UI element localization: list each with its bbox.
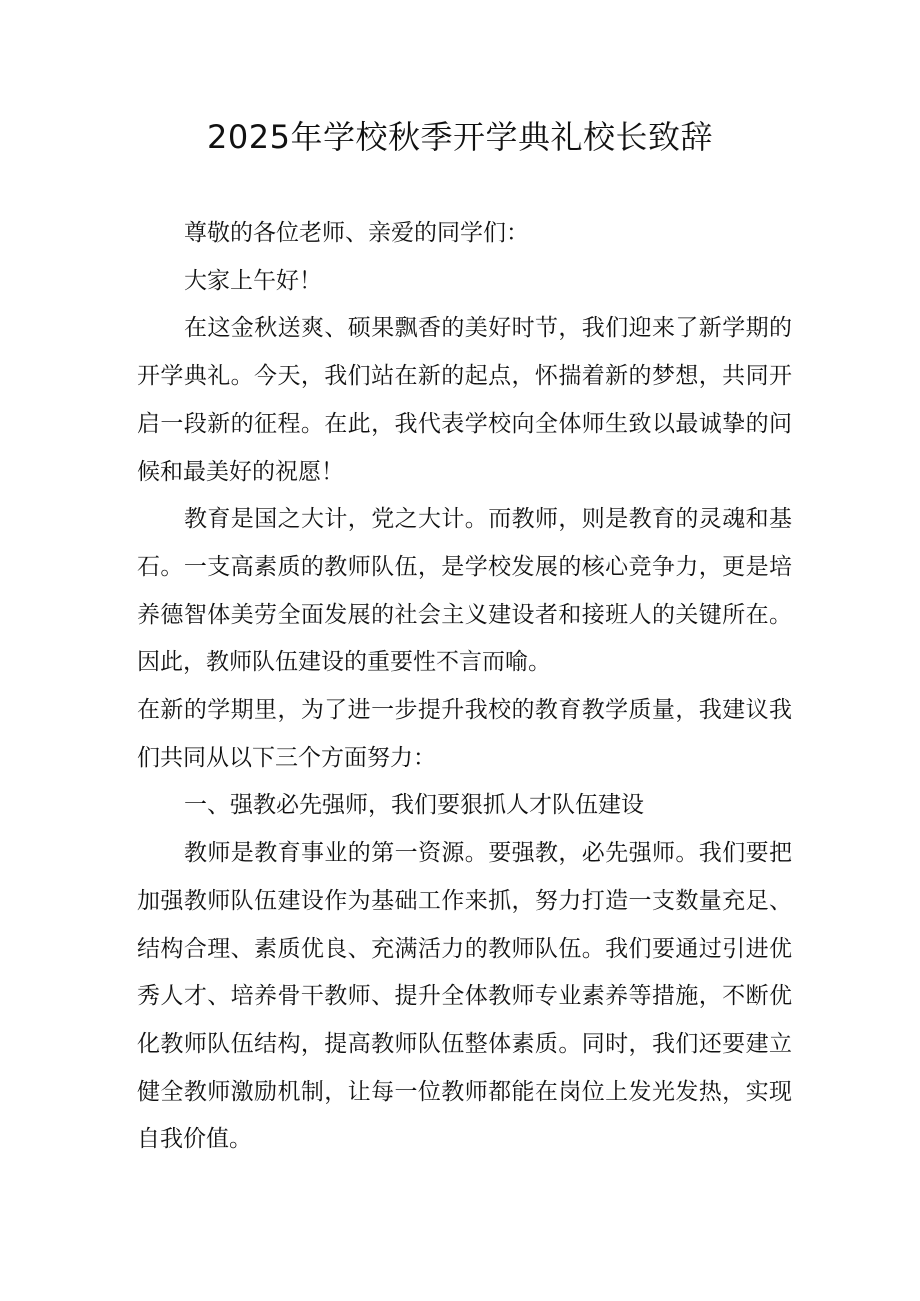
paragraph-new-semester: 在新的学期里，为了进一步提升我校的教育教学质量，我建议我们共同从以下三个方面努力：: [137, 697, 792, 771]
document-body: [137, 210, 792, 1164]
paragraph-opening: 在这金秋送爽、硕果飘香的美好时节，我们迎来了新学期的开学典礼。今天，我们站在新的起点，怀揣着新的梦想，共同开启一段新的征程。在此，我代表学校向全体师生致以最诚挚的问候和最美好的祝愿！: [137, 315, 792, 485]
greeting: 大家上午好！: [184, 267, 322, 294]
section-heading-1: 一、强教必先强师，我们要狠抓人才队伍建设: [184, 792, 644, 819]
salutation: 尊敬的各位老师、亲爱的同学们：: [184, 220, 529, 246]
document-title: 2025年学校秋季开学典礼校长致辞: [207, 118, 713, 156]
paragraph-teachers-importance: 教育是国之大计，党之大计。而教师，则是教育的灵魂和基石。一支高素质的教师队伍，是学校发展的核心竞争力，更是培养德智体美劳全面发展的社会主义建设者和接班人的关键所在。因此，教师队伍建设的重要性不言而喻。: [137, 506, 792, 676]
paragraph-teacher-team: 教师是教育事业的第一资源。要强教，必先强师。我们要把加强教师队伍建设作为基础工作来抓，努力打造一支数量充足、结构合理、素质优良、充满活力的教师队伍。我们要通过引进优秀人才、培养骨干教师、提升全体教师专业素养等措施，不断优化教师队伍结构，提高教师队伍整体素质。同时，我们还要建立健全教师激励机制，让每一位教师都能在岗位上发光发热，实现自我价值。: [137, 840, 792, 1153]
